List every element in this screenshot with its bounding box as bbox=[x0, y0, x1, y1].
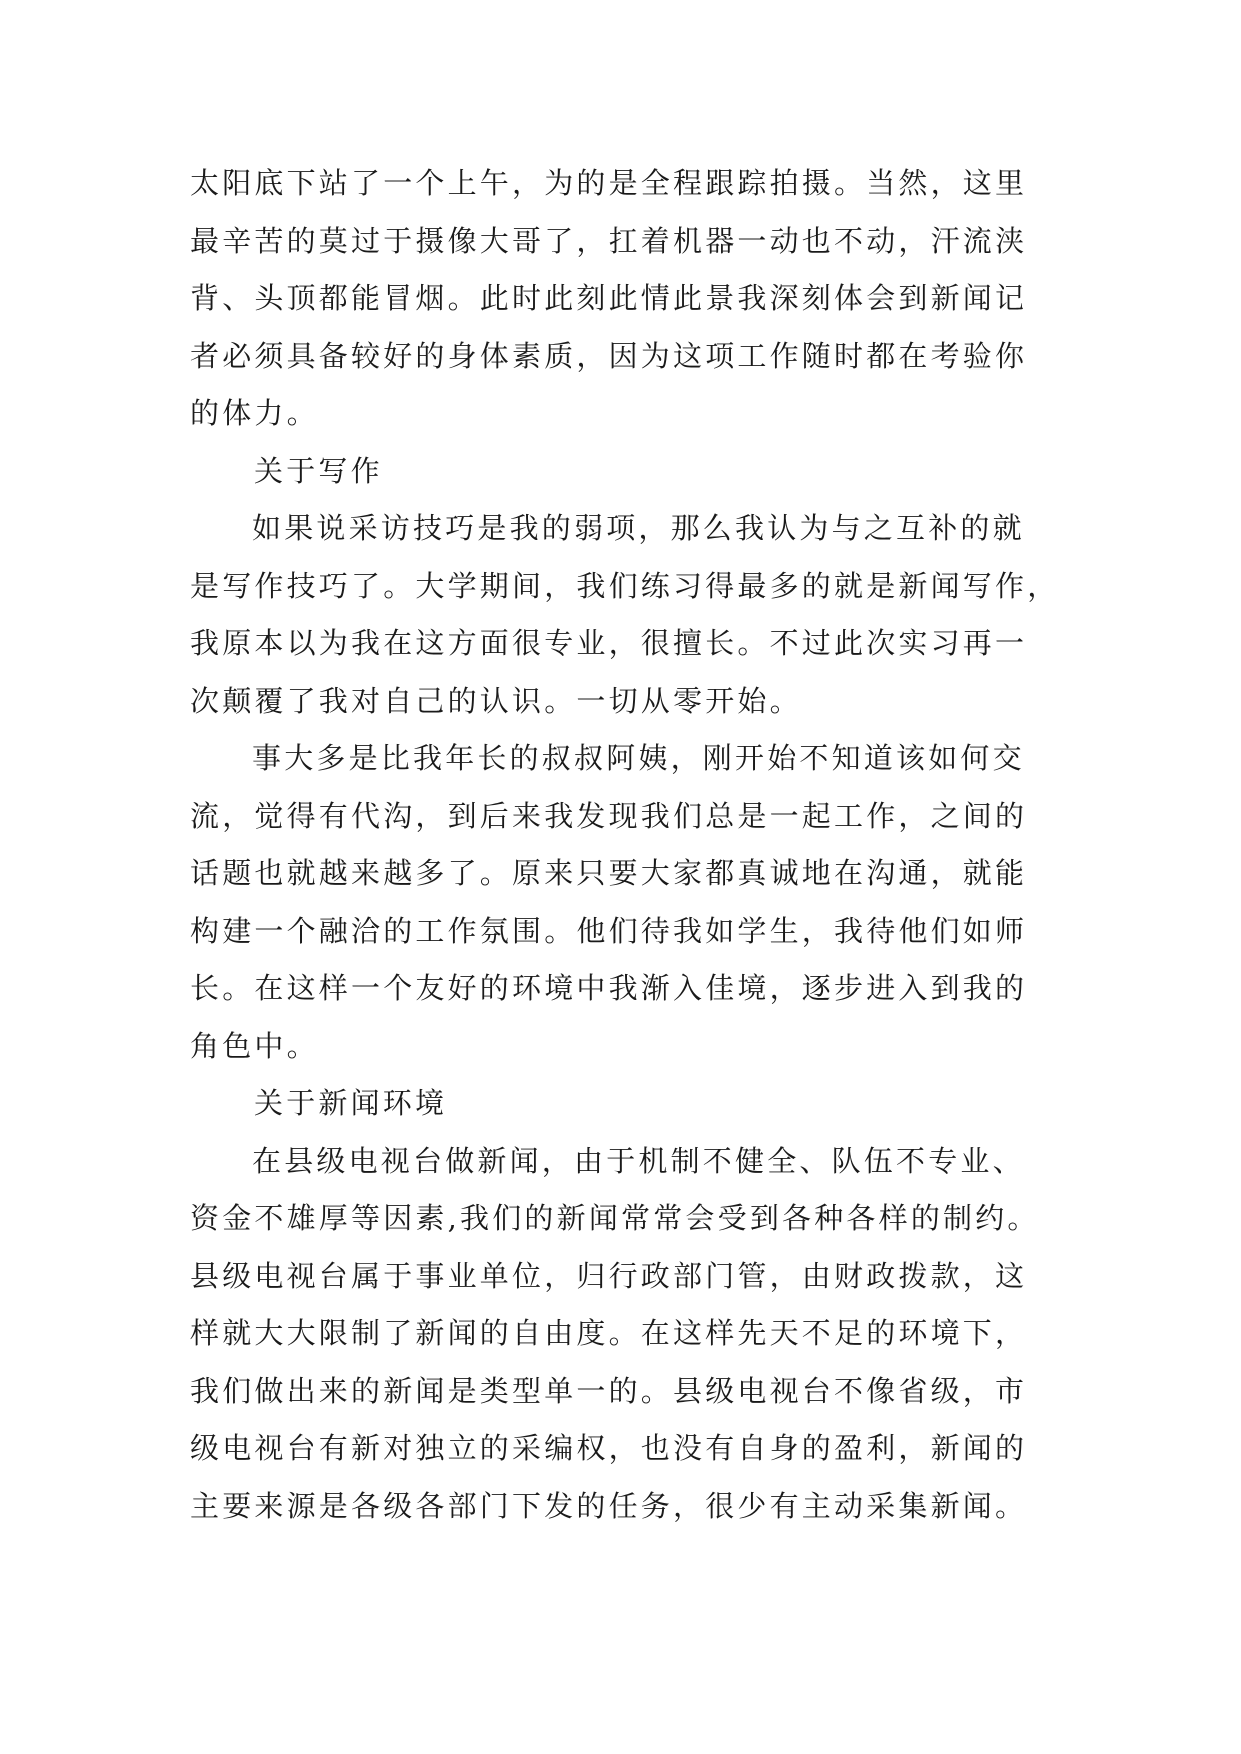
section-heading: 关于写作 bbox=[254, 453, 383, 488]
paragraph-line: 我们做出来的新闻是类型单一的。县级电视台不像省级，市 bbox=[190, 1373, 1028, 1408]
paragraph-line: 构建一个融洽的工作氛围。他们待我如学生，我待他们如师 bbox=[190, 913, 1028, 948]
paragraph-line: 在县级电视台做新闻，由于机制不健全、队伍不专业、 bbox=[252, 1143, 1025, 1178]
paragraph-line: 的体力。 bbox=[190, 396, 319, 430]
paragraph-line: 角色中。 bbox=[190, 1028, 319, 1063]
paragraph-line: 县级电视台属于事业单位，归行政部门管，由财政拨款，这 bbox=[190, 1258, 1028, 1293]
paragraph-line: 我原本以为我在这方面很专业，很擅长。不过此次实习再一 bbox=[190, 626, 1028, 660]
paragraph-line: 流，觉得有代沟，到后来我发现我们总是一起工作，之间的 bbox=[190, 798, 1028, 833]
paragraph-line: 如果说采访技巧是我的弱项，那么我认为与之互补的就 bbox=[252, 511, 1025, 545]
paragraph-line: 者必须具备较好的身体素质，因为这项工作随时都在考验你 bbox=[190, 338, 1028, 373]
paragraph-line: 长。在这样一个友好的环境中我渐入佳境，逐步进入到我的 bbox=[190, 971, 1028, 1005]
section-heading: 关于新闻环境 bbox=[254, 1086, 448, 1120]
paragraph-line: 话题也就越来越多了。原来只要大家都真诚地在沟通，就能 bbox=[190, 856, 1028, 890]
paragraph-line: 次颠覆了我对自己的认识。一切从零开始。 bbox=[190, 683, 802, 718]
paragraph-line: 资金不雄厚等因素,我们的新闻常常会受到各种各样的制约。 bbox=[190, 1201, 1040, 1235]
paragraph-line: 事大多是比我年长的叔叔阿姨，刚开始不知道该如何交 bbox=[252, 741, 1025, 775]
document-body bbox=[190, 155, 1070, 1535]
paragraph-line: 背、头顶都能冒烟。此时此刻此情此景我深刻体会到新闻记 bbox=[190, 281, 1028, 315]
paragraph-line: 是写作技巧了。大学期间，我们练习得最多的就是新闻写作， bbox=[190, 568, 1060, 603]
paragraph-line: 太阳底下站了一个上午，为的是全程跟踪拍摄。当然，这里 bbox=[190, 166, 1028, 200]
paragraph-line: 主要来源是各级各部门下发的任务，很少有主动采集新闻。 bbox=[190, 1488, 1028, 1523]
paragraph-line: 级电视台有新对独立的采编权，也没有自身的盈利，新闻的 bbox=[190, 1431, 1028, 1465]
paragraph-line: 样就大大限制了新闻的自由度。在这样先天不足的环境下， bbox=[190, 1316, 1028, 1350]
paragraph-line: 最辛苦的莫过于摄像大哥了，扛着机器一动也不动，汗流浃 bbox=[190, 223, 1028, 258]
